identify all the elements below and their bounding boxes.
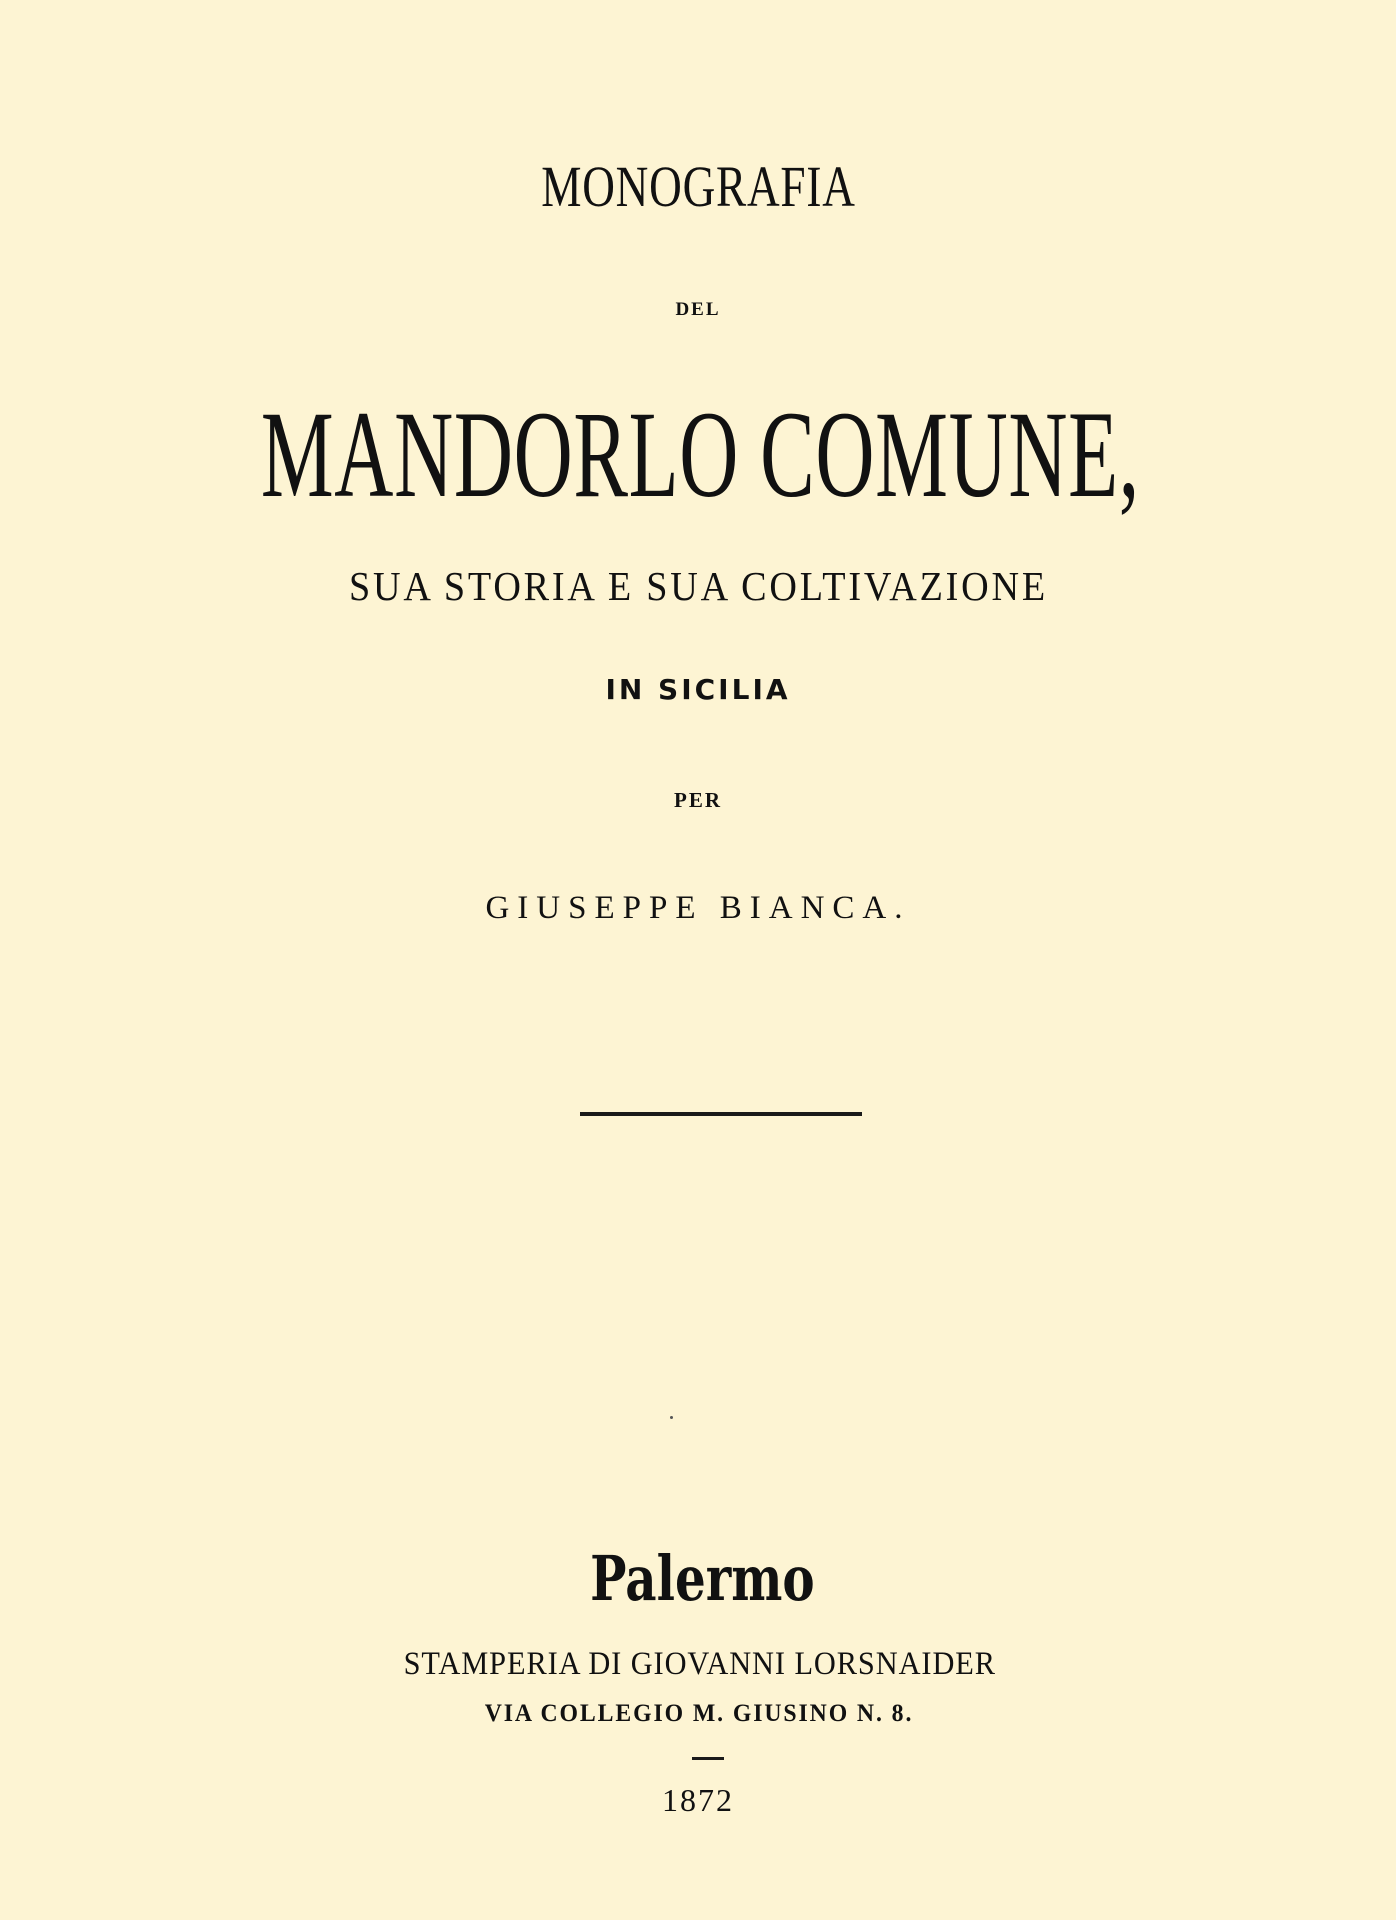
author-name: GIUSEPPE BIANCA. xyxy=(485,890,911,926)
paper-speck xyxy=(670,1416,673,1419)
subtitle-location: IN SICILIA xyxy=(605,673,791,706)
imprint-address: VIA COLLEGIO M. GIUSINO N. 8. xyxy=(484,1700,914,1727)
subtitle: SUA STORIA E SUA COLTIVAZIONE xyxy=(349,563,1048,609)
title-line-del: DEL xyxy=(675,299,721,320)
short-divider-rule xyxy=(692,1757,724,1760)
imprint-year: 1872 xyxy=(662,1782,734,1818)
by-line: PER xyxy=(674,788,722,812)
divider-rule xyxy=(580,1112,862,1116)
imprint-printer: STAMPERIA DI GIOVANNI LORSNAIDER xyxy=(403,1646,996,1682)
imprint-city: Palermo xyxy=(590,1542,815,1615)
title-line-monografia: MONOGRAFIA xyxy=(541,154,856,219)
main-title: MANDORLO COMUNE, xyxy=(260,386,1140,523)
